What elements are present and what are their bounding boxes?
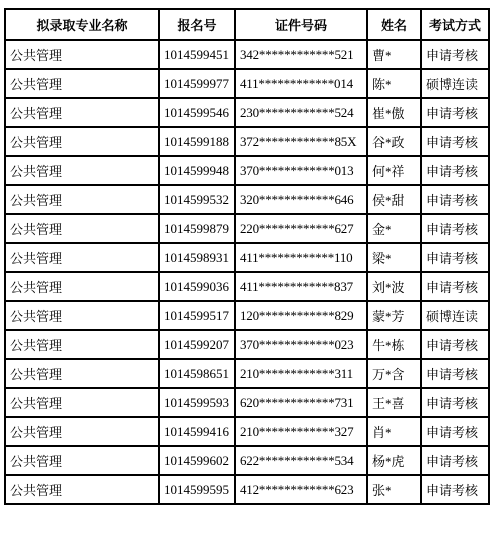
cell-major: 公共管理 (5, 156, 159, 185)
cell-name: 曹* (367, 40, 421, 69)
header-name: 姓名 (367, 9, 421, 40)
cell-id-no: 620************731 (235, 388, 367, 417)
table-row (5, 388, 489, 417)
table-row (5, 359, 489, 388)
table-row (5, 301, 489, 330)
cell-name: 何*祥 (367, 156, 421, 185)
table-row (5, 185, 489, 214)
header-major: 拟录取专业名称 (5, 9, 159, 40)
cell-major: 公共管理 (5, 417, 159, 446)
cell-id-no: 370************013 (235, 156, 367, 185)
cell-exam-mode: 申请考核 (421, 243, 489, 272)
header-id-no: 证件号码 (235, 9, 367, 40)
cell-major: 公共管理 (5, 40, 159, 69)
cell-name: 王*喜 (367, 388, 421, 417)
cell-exam-mode: 申请考核 (421, 475, 489, 504)
table-row (5, 127, 489, 156)
cell-name: 张* (367, 475, 421, 504)
cell-reg-no: 1014599948 (159, 156, 235, 185)
table-body (5, 40, 489, 504)
table-row (5, 40, 489, 69)
cell-major: 公共管理 (5, 330, 159, 359)
cell-reg-no: 1014599546 (159, 98, 235, 127)
cell-name: 陈* (367, 69, 421, 98)
cell-id-no: 372************85X (235, 127, 367, 156)
cell-major: 公共管理 (5, 185, 159, 214)
table-row (5, 475, 489, 504)
cell-exam-mode: 申请考核 (421, 98, 489, 127)
cell-exam-mode: 申请考核 (421, 272, 489, 301)
table-row (5, 243, 489, 272)
cell-id-no: 411************014 (235, 69, 367, 98)
cell-id-no: 411************110 (235, 243, 367, 272)
cell-id-no: 622************534 (235, 446, 367, 475)
cell-reg-no: 1014599977 (159, 69, 235, 98)
cell-reg-no: 1014599602 (159, 446, 235, 475)
cell-reg-no: 1014599188 (159, 127, 235, 156)
cell-exam-mode: 申请考核 (421, 214, 489, 243)
cell-major: 公共管理 (5, 388, 159, 417)
cell-id-no: 412************623 (235, 475, 367, 504)
cell-major: 公共管理 (5, 243, 159, 272)
cell-id-no: 342************521 (235, 40, 367, 69)
cell-name: 侯*甜 (367, 185, 421, 214)
cell-name: 蒙*芳 (367, 301, 421, 330)
cell-reg-no: 1014599532 (159, 185, 235, 214)
table-row (5, 214, 489, 243)
cell-id-no: 370************023 (235, 330, 367, 359)
cell-name: 谷*政 (367, 127, 421, 156)
cell-reg-no: 1014599593 (159, 388, 235, 417)
cell-id-no: 210************327 (235, 417, 367, 446)
cell-name: 牛*栋 (367, 330, 421, 359)
cell-name: 金* (367, 214, 421, 243)
cell-exam-mode: 申请考核 (421, 185, 489, 214)
cell-name: 万*含 (367, 359, 421, 388)
cell-name: 梁* (367, 243, 421, 272)
cell-exam-mode: 硕博连读 (421, 69, 489, 98)
cell-major: 公共管理 (5, 69, 159, 98)
cell-exam-mode: 申请考核 (421, 388, 489, 417)
header-reg-no: 报名号 (159, 9, 235, 40)
cell-reg-no: 1014599879 (159, 214, 235, 243)
header-exam-mode: 考试方式 (421, 9, 489, 40)
cell-name: 杨*虎 (367, 446, 421, 475)
cell-major: 公共管理 (5, 214, 159, 243)
cell-id-no: 411************837 (235, 272, 367, 301)
table-row (5, 69, 489, 98)
table-row (5, 417, 489, 446)
cell-id-no: 120************829 (235, 301, 367, 330)
cell-major: 公共管理 (5, 359, 159, 388)
cell-major: 公共管理 (5, 127, 159, 156)
table-header (5, 9, 489, 40)
table-row (5, 446, 489, 475)
cell-major: 公共管理 (5, 272, 159, 301)
cell-major: 公共管理 (5, 301, 159, 330)
cell-exam-mode: 申请考核 (421, 330, 489, 359)
admission-table (4, 8, 490, 505)
cell-major: 公共管理 (5, 98, 159, 127)
cell-reg-no: 1014598931 (159, 243, 235, 272)
cell-name: 刘*波 (367, 272, 421, 301)
table-row (5, 330, 489, 359)
table-row (5, 156, 489, 185)
header-row (5, 9, 489, 40)
cell-exam-mode: 申请考核 (421, 359, 489, 388)
cell-exam-mode: 申请考核 (421, 446, 489, 475)
cell-id-no: 210************311 (235, 359, 367, 388)
cell-id-no: 230************524 (235, 98, 367, 127)
cell-exam-mode: 申请考核 (421, 156, 489, 185)
cell-reg-no: 1014599517 (159, 301, 235, 330)
cell-reg-no: 1014599595 (159, 475, 235, 504)
cell-name: 肖* (367, 417, 421, 446)
cell-name: 崔*傲 (367, 98, 421, 127)
cell-id-no: 220************627 (235, 214, 367, 243)
cell-exam-mode: 申请考核 (421, 127, 489, 156)
cell-major: 公共管理 (5, 475, 159, 504)
cell-id-no: 320************646 (235, 185, 367, 214)
cell-reg-no: 1014599036 (159, 272, 235, 301)
cell-exam-mode: 申请考核 (421, 417, 489, 446)
cell-reg-no: 1014598651 (159, 359, 235, 388)
cell-reg-no: 1014599451 (159, 40, 235, 69)
cell-major: 公共管理 (5, 446, 159, 475)
cell-exam-mode: 申请考核 (421, 40, 489, 69)
cell-exam-mode: 硕博连读 (421, 301, 489, 330)
cell-reg-no: 1014599416 (159, 417, 235, 446)
table-row (5, 98, 489, 127)
table-row (5, 272, 489, 301)
cell-reg-no: 1014599207 (159, 330, 235, 359)
